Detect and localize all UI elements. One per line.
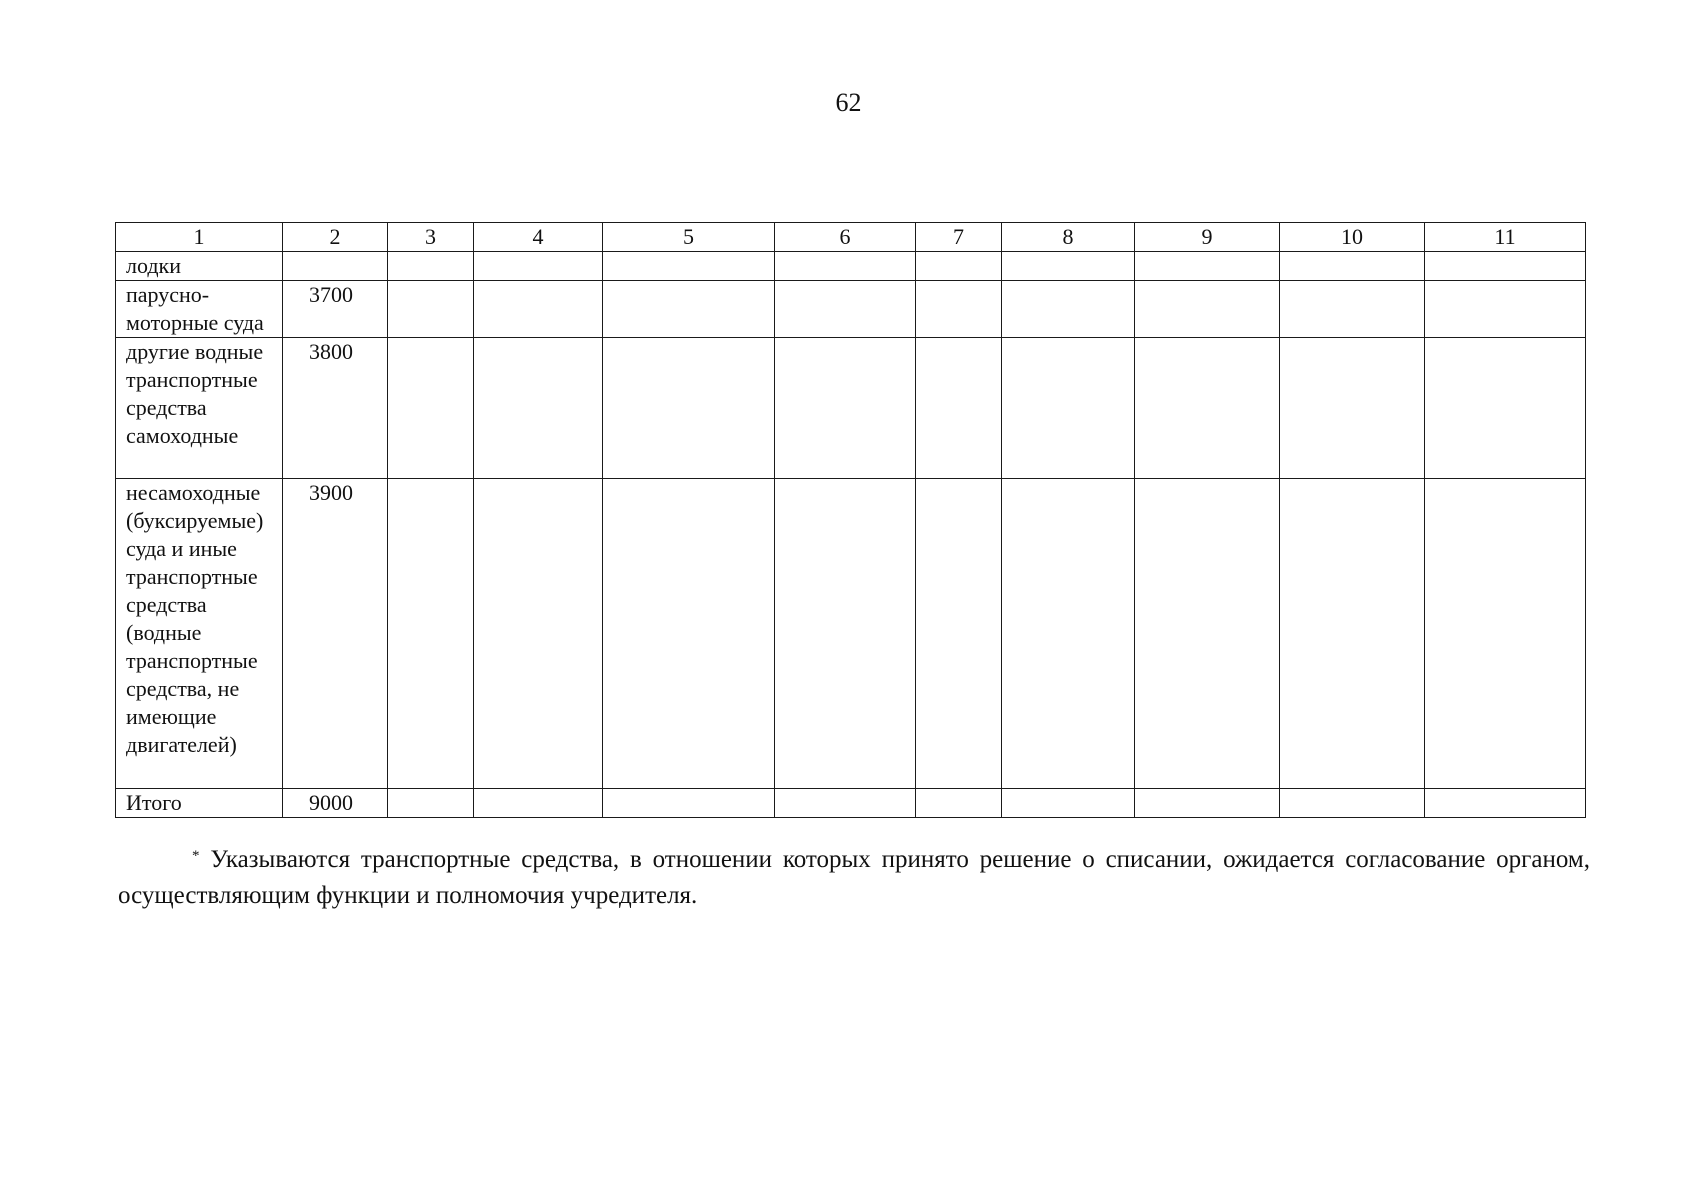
empty-cell xyxy=(916,252,1002,281)
footnote xyxy=(118,842,1590,914)
total-row xyxy=(116,789,1586,818)
table-row xyxy=(116,338,1586,479)
empty-cell xyxy=(1425,252,1586,281)
row-name: Итого xyxy=(116,789,283,818)
empty-cell xyxy=(603,338,775,479)
empty-cell xyxy=(1002,252,1135,281)
empty-cell xyxy=(1280,789,1425,818)
empty-cell xyxy=(388,252,474,281)
empty-cell xyxy=(603,252,775,281)
column-header: 3 xyxy=(388,223,474,252)
empty-cell xyxy=(916,281,1002,338)
empty-cell xyxy=(775,479,916,789)
column-header: 4 xyxy=(474,223,603,252)
table-row xyxy=(116,479,1586,789)
footnote-marker: * xyxy=(192,848,200,864)
empty-cell xyxy=(775,252,916,281)
empty-cell xyxy=(1135,479,1280,789)
empty-cell xyxy=(1280,252,1425,281)
empty-cell xyxy=(603,479,775,789)
row-code: 9000 xyxy=(283,789,388,818)
empty-cell xyxy=(603,789,775,818)
empty-cell xyxy=(1425,789,1586,818)
empty-cell xyxy=(1280,479,1425,789)
row-code xyxy=(283,252,388,281)
empty-cell xyxy=(474,281,603,338)
empty-cell xyxy=(474,789,603,818)
header-row xyxy=(116,223,1586,252)
row-code: 3700 xyxy=(283,281,388,338)
empty-cell xyxy=(1135,281,1280,338)
row-name: парусно-моторные суда xyxy=(116,281,283,338)
vehicles-table xyxy=(115,222,1585,818)
footnote-text: Указываются транспортные средства, в отношении которых принято решение о списании, ожидается согласование органом, осуществляющим функции и полномочия учредителя. xyxy=(118,846,1590,909)
column-header: 1 xyxy=(116,223,283,252)
empty-cell xyxy=(1135,252,1280,281)
row-code: 3800 xyxy=(283,338,388,479)
column-header: 11 xyxy=(1425,223,1586,252)
empty-cell xyxy=(1002,479,1135,789)
column-header: 8 xyxy=(1002,223,1135,252)
empty-cell xyxy=(388,338,474,479)
row-name: несамоходные (буксируемые) суда и иные транспортные средства (водные транспортные средства, не имеющие двигателей) xyxy=(116,479,283,789)
empty-cell xyxy=(916,338,1002,479)
empty-cell xyxy=(474,479,603,789)
empty-cell xyxy=(388,479,474,789)
row-name: другие водные транспортные средства самоходные xyxy=(116,338,283,479)
empty-cell xyxy=(388,789,474,818)
column-header: 2 xyxy=(283,223,388,252)
empty-cell xyxy=(916,789,1002,818)
empty-cell xyxy=(775,338,916,479)
column-header: 5 xyxy=(603,223,775,252)
page-number: 62 xyxy=(835,88,862,117)
table-row xyxy=(116,252,1586,281)
empty-cell xyxy=(1425,338,1586,479)
empty-cell xyxy=(1135,338,1280,479)
empty-cell xyxy=(1002,338,1135,479)
column-header: 6 xyxy=(775,223,916,252)
empty-cell xyxy=(916,479,1002,789)
column-header: 9 xyxy=(1135,223,1280,252)
column-header: 7 xyxy=(916,223,1002,252)
empty-cell xyxy=(603,281,775,338)
row-code: 3900 xyxy=(283,479,388,789)
empty-cell xyxy=(1425,479,1586,789)
empty-cell xyxy=(1425,281,1586,338)
row-name: лодки xyxy=(116,252,283,281)
empty-cell xyxy=(775,281,916,338)
empty-cell xyxy=(775,789,916,818)
empty-cell xyxy=(388,281,474,338)
empty-cell xyxy=(474,338,603,479)
empty-cell xyxy=(474,252,603,281)
table-row xyxy=(116,281,1586,338)
empty-cell xyxy=(1135,789,1280,818)
empty-cell xyxy=(1280,338,1425,479)
empty-cell xyxy=(1280,281,1425,338)
empty-cell xyxy=(1002,789,1135,818)
column-header: 10 xyxy=(1280,223,1425,252)
empty-cell xyxy=(1002,281,1135,338)
